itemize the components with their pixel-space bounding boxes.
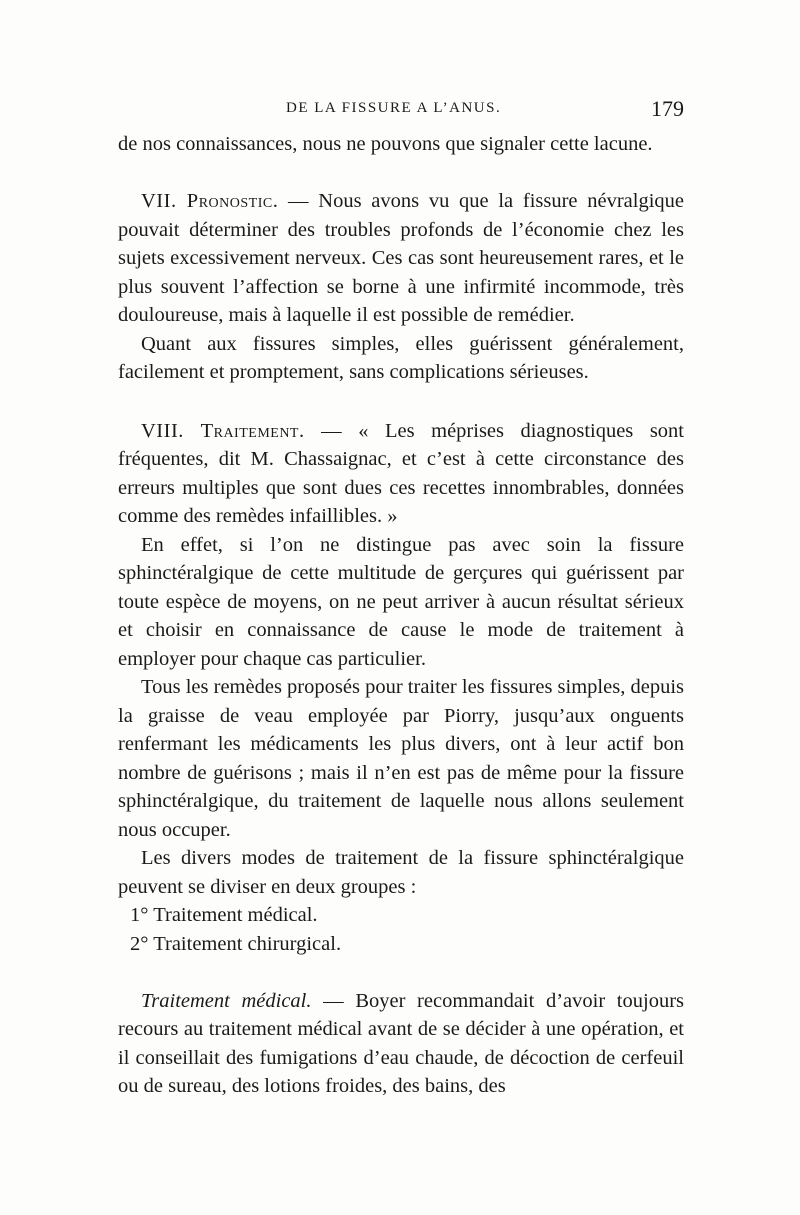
section-traitement-text: — « Les méprises diagnostiques sont fréquentes, dit M. Chassaignac, et c’est à cette circonstance des erreurs multiples que sont dues ces recettes innombrables, données comme des remèdes infaillibles. » xyxy=(118,419,684,527)
paragraph-modes-text: Les divers modes de traitement de la fissure sphinctéralgique peuvent se diviser en deux groupes : xyxy=(118,847,684,898)
list-item-medical xyxy=(118,901,684,930)
paragraph-lacune xyxy=(118,130,684,159)
paragraph-en-effet xyxy=(118,531,684,674)
section-pronostic-heading: VII. Pronostic. xyxy=(141,190,279,212)
body-text xyxy=(118,130,684,1101)
section-traitement-medical xyxy=(118,987,684,1101)
paragraph-modes xyxy=(118,844,684,901)
list-item-chirurgical xyxy=(118,930,684,959)
section-traitement-heading: VIII. Traitement. xyxy=(141,419,305,442)
paragraph-fissures-simples-text: Quant aux fissures simples, elles guérissent généralement, facilement et promptement, sans complications sérieuses. xyxy=(118,332,684,383)
list-item-chirurgical-text: 2° Traitement chirurgical. xyxy=(130,932,342,955)
list-item-medical-text: 1° Traitement médical. xyxy=(130,904,318,926)
paragraph-fissures-simples xyxy=(118,330,684,387)
paragraph-remedes-text: Tous les remèdes proposés pour traiter les fissures simples, depuis la graisse de veau employée par Piorry, jusqu’aux onguents renfermant les médicaments les plus divers, ont à leur actif bon nombre de guérisons ; mais il n’en est pas de même pour la fissure sphinctéralgique, du traitement de laquelle nous allons seulement nous occuper. xyxy=(118,676,684,841)
paragraph-en-effet-text: En effet, si l’on ne distingue pas avec soin la fissure sphinctéralgique de cette multitude de gerçures qui guérissent par toute espèce de moyens, on ne peut arriver à aucun résultat sérieux et choisir en connaissance de cause le mode de traitement à employer pour chaque cas particulier. xyxy=(118,533,684,670)
section-pronostic xyxy=(118,187,684,330)
section-traitement xyxy=(118,417,684,531)
paragraph-remedes xyxy=(118,673,684,844)
section-traitement-medical-heading: Traitement médical. xyxy=(141,989,312,1012)
section-traitement-medical-text: — Boyer recommandait d’avoir toujours recours au traitement médical avant de se décider à une opération, et il conseillait des fumigations d’eau chaude, de décoction de cerfeuil ou de sureau, des lotions froides, des bains, des xyxy=(118,989,685,1097)
section-pronostic-text: — Nous avons vu que la fissure névralgique pouvait déterminer des troubles profonds de l’économie chez les sujets excessivement nerveux. Ces cas sont heureusement rares, et le plus souvent l’affection se borne à une infirmité incommode, très douloureuse, mais à laquelle il est possible de remédier. xyxy=(118,190,684,326)
running-title: DE LA FISSURE A L’ANUS. xyxy=(286,100,502,116)
running-head xyxy=(118,96,684,124)
page-number: 179 xyxy=(651,96,684,121)
paragraph-lacune-text: de nos connaissances, nous ne pouvons que signaler cette lacune. xyxy=(118,133,653,155)
